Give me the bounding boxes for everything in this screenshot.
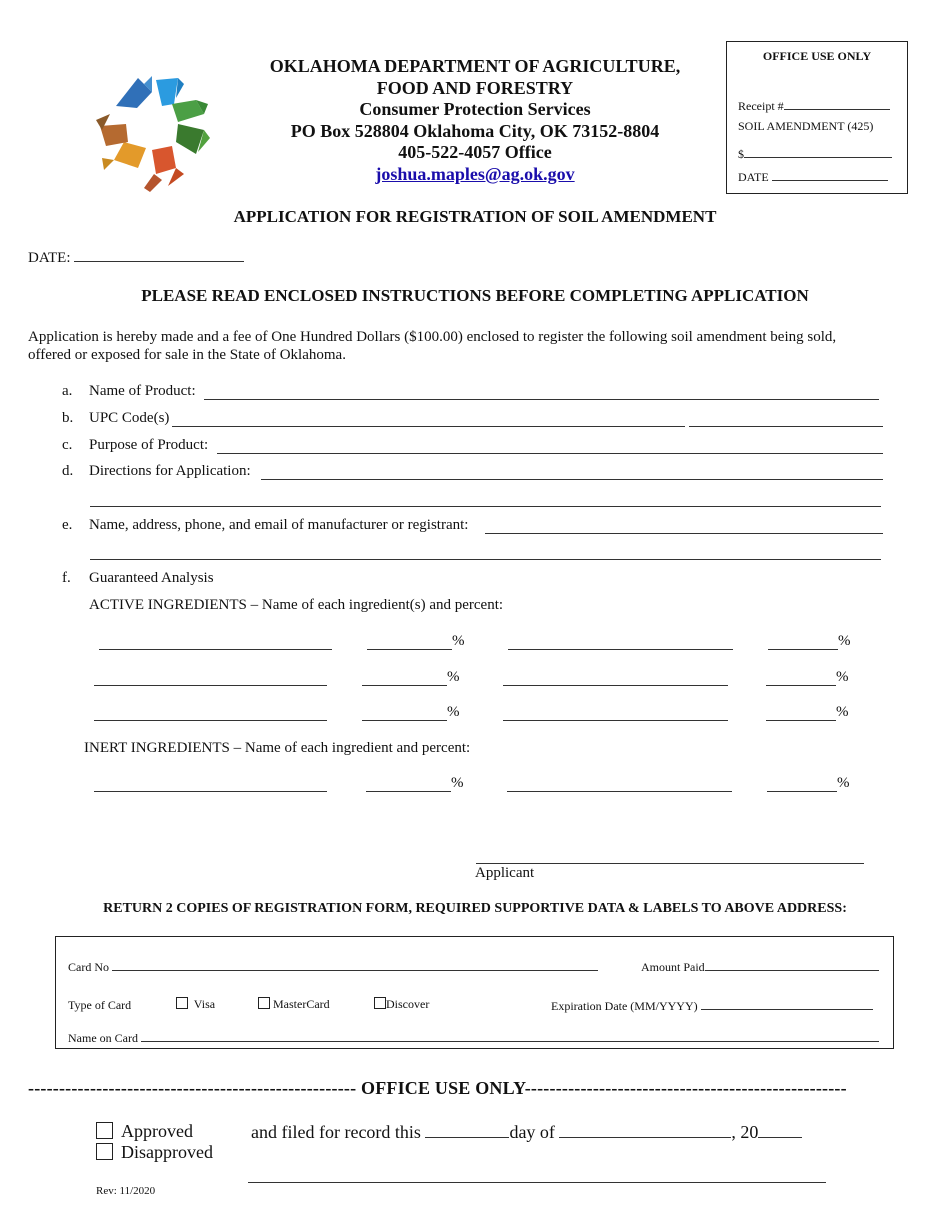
expiration-field[interactable]	[701, 998, 873, 1010]
item-letter: f.	[62, 570, 71, 586]
active-ingredient-name-field[interactable]	[99, 635, 332, 650]
item-letter: d.	[62, 463, 74, 479]
office-date-field[interactable]	[772, 166, 888, 181]
filed-month-field[interactable]	[559, 1121, 731, 1138]
office-date-label: DATE	[738, 170, 769, 184]
divider-dashes-right: ----------------------------------------------------	[524, 1078, 847, 1098]
directions-field-line2[interactable]	[90, 492, 881, 507]
inert-ingredients-label: INERT INGREDIENTS – Name of each ingredient and percent:	[84, 740, 471, 756]
active-ingredient-percent-field[interactable]	[362, 706, 447, 721]
discover-option[interactable]	[374, 997, 429, 1012]
manufacturer-label: Name, address, phone, and email of manufacturer or registrant:	[89, 517, 469, 533]
active-ingredient-percent-field[interactable]	[766, 706, 836, 721]
visa-label: Visa	[193, 997, 216, 1011]
active-ingredient-percent-field[interactable]	[367, 635, 452, 650]
year-prefix-text: , 20	[731, 1122, 759, 1142]
directions-label: Directions for Application:	[89, 463, 251, 479]
item-letter: a.	[62, 383, 73, 399]
agency-header	[205, 56, 745, 185]
active-ingredient-name-field[interactable]	[94, 706, 327, 721]
filed-text: and filed for record this	[251, 1122, 421, 1142]
applicant-signature-field[interactable]	[476, 849, 864, 864]
percent-sign: %	[836, 669, 849, 685]
divider-dashes-left: -----------------------------------------------------	[28, 1078, 357, 1098]
office-use-divider	[28, 1078, 847, 1099]
upc-code-label: UPC Code(s)	[89, 410, 170, 426]
payment-box	[55, 936, 894, 1049]
agency-phone: 405-522-4057 Office	[398, 142, 552, 162]
active-ingredient-name-field[interactable]	[94, 671, 327, 686]
form-title: APPLICATION FOR REGISTRATION OF SOIL AMENDMENT	[233, 207, 717, 226]
percent-sign: %	[447, 704, 460, 720]
mastercard-checkbox[interactable]	[258, 997, 270, 1009]
active-ingredient-name-field[interactable]	[503, 671, 728, 686]
amount-field[interactable]	[744, 143, 892, 158]
manufacturer-field[interactable]	[485, 519, 883, 534]
upc-code-field-2[interactable]	[689, 412, 883, 427]
percent-sign: %	[451, 775, 464, 791]
applicant-label: Applicant	[475, 865, 535, 881]
office-signature-field[interactable]	[248, 1168, 826, 1183]
receipt-label: Receipt #	[738, 99, 784, 113]
name-on-card-label: Name on Card	[68, 1031, 138, 1045]
disapproved-checkbox[interactable]	[96, 1143, 113, 1160]
percent-sign: %	[452, 633, 465, 649]
expiration-label: Expiration Date (MM/YYYY)	[551, 999, 698, 1013]
office-box-title: OFFICE USE ONLY	[762, 49, 872, 63]
purpose-label: Purpose of Product:	[89, 437, 209, 453]
guaranteed-analysis-label: Guaranteed Analysis	[89, 570, 214, 586]
approved-label: Approved	[121, 1121, 193, 1141]
amount-paid-label: Amount Paid	[641, 960, 705, 974]
card-no-field[interactable]	[112, 959, 598, 971]
intro-text-line1: Application is hereby made and a fee of One Hundred Dollars ($100.00) enclosed to register the following soil amendment being sold,	[28, 329, 837, 345]
instructions-heading: PLEASE READ ENCLOSED INSTRUCTIONS BEFORE COMPLETING APPLICATION	[141, 286, 809, 305]
agency-name-line1: OKLAHOMA DEPARTMENT OF AGRICULTURE,	[269, 56, 681, 76]
active-ingredient-percent-field[interactable]	[766, 671, 836, 686]
percent-sign: %	[837, 775, 850, 791]
visa-option[interactable]	[176, 997, 215, 1012]
intro-text-line2: offered or exposed for sale in the State of Oklahoma.	[28, 347, 346, 363]
purpose-field[interactable]	[217, 439, 883, 454]
filed-day-field[interactable]	[425, 1121, 509, 1138]
agency-address: PO Box 528804 Oklahoma City, OK 73152-8804	[290, 120, 660, 141]
logo-petal	[152, 146, 176, 174]
logo-petal	[100, 124, 128, 146]
directions-field[interactable]	[261, 465, 883, 480]
logo-petal	[114, 142, 146, 168]
dollar-label: $	[738, 147, 744, 161]
active-ingredients-label: ACTIVE INGREDIENTS – Name of each ingredient(s) and percent:	[89, 597, 504, 613]
mastercard-label: MasterCard	[273, 997, 330, 1011]
day-of-text: day of	[509, 1122, 555, 1142]
manufacturer-field-line2[interactable]	[90, 545, 881, 560]
active-ingredient-name-field[interactable]	[508, 635, 733, 650]
logo-petal	[168, 168, 184, 186]
date-label: DATE:	[28, 250, 71, 266]
inert-ingredient-name-field[interactable]	[94, 777, 327, 792]
filed-record-line	[251, 1121, 802, 1143]
discover-label: Discover	[386, 997, 430, 1011]
amount-paid-field[interactable]	[705, 959, 879, 971]
active-ingredient-name-field[interactable]	[503, 706, 728, 721]
disapproved-label: Disapproved	[121, 1142, 213, 1162]
upc-code-field[interactable]	[172, 412, 685, 427]
receipt-field[interactable]	[784, 95, 890, 110]
percent-sign: %	[838, 633, 851, 649]
percent-sign: %	[447, 669, 460, 685]
agency-name-line2: FOOD AND FORESTRY	[376, 77, 574, 98]
type-of-card-label: Type of Card	[68, 998, 132, 1012]
product-name-field[interactable]	[204, 385, 879, 400]
soil-amendment-code: SOIL AMENDMENT (425)	[738, 119, 874, 133]
office-use-box	[726, 41, 908, 194]
item-letter: c.	[62, 437, 73, 453]
approved-checkbox[interactable]	[96, 1122, 113, 1139]
discover-checkbox[interactable]	[374, 997, 386, 1009]
logo-petal	[102, 158, 114, 170]
active-ingredient-percent-field[interactable]	[362, 671, 447, 686]
agency-logo	[92, 74, 212, 192]
date-field[interactable]	[74, 247, 244, 262]
inert-ingredient-percent-field[interactable]	[767, 777, 837, 792]
name-on-card-field[interactable]	[141, 1030, 879, 1042]
filed-year-field[interactable]	[758, 1121, 802, 1138]
item-letter: e.	[62, 517, 73, 533]
active-ingredient-percent-field[interactable]	[768, 635, 838, 650]
logo-petal	[144, 174, 162, 192]
item-letter: b.	[62, 410, 74, 426]
percent-sign: %	[836, 704, 849, 720]
office-use-heading: OFFICE USE ONLY	[361, 1078, 525, 1098]
return-note: RETURN 2 COPIES OF REGISTRATION FORM, REQUIRED SUPPORTIVE DATA & LABELS TO ABOVE ADDRESS:	[103, 901, 847, 916]
inert-ingredient-percent-field[interactable]	[366, 777, 451, 792]
visa-checkbox[interactable]	[176, 997, 188, 1009]
division-name: Consumer Protection Services	[359, 99, 591, 119]
mastercard-option[interactable]	[258, 997, 330, 1012]
product-name-label: Name of Product:	[89, 383, 196, 399]
revision-date: Rev: 11/2020	[96, 1185, 156, 1197]
logo-petal	[156, 78, 178, 106]
card-no-label: Card No	[68, 960, 109, 974]
inert-ingredient-name-field[interactable]	[507, 777, 732, 792]
agency-email-link[interactable]: joshua.maples@ag.ok.gov	[375, 163, 575, 184]
